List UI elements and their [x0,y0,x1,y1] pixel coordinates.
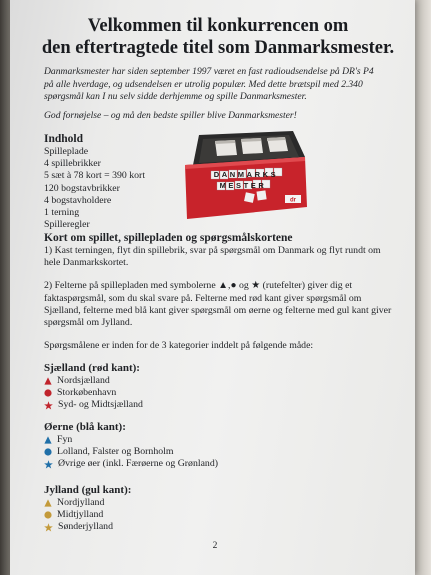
category-item [44,458,392,470]
category-item [44,434,392,446]
circle-icon [44,389,52,397]
box-corner-logo: dr [290,197,296,204]
intro-greeting: God fornøjelse – og må den bedste spiller blive Danmarksmester! [44,109,297,121]
category-jylland [44,484,392,534]
circle-icon: ● [230,280,237,292]
category-oerne [44,421,392,471]
category-heading: Sjælland (rød kant): [44,362,140,374]
category-item-label: Fyn [57,434,73,445]
box-logo-bottom: MESTER [219,181,267,190]
contents-item: 120 bogstavbrikker [44,182,120,194]
contents-item: 5 sæt à 78 kort = 390 kort [44,170,146,182]
rules-section [44,232,392,352]
category-item [44,497,392,509]
category-item-label: Nordjylland [57,497,105,508]
contents-item: 4 spillebrikker [44,158,101,170]
rules-paragraph-1: 1) Kast terningen, flyt din spillebrik, svar på spørgsmål om Danmark og flyt rundt om hele Danmarkskortet. [44,245,381,269]
category-item-label: Syd- og Midtsjælland [58,399,143,411]
table-background [413,0,431,575]
rules-heading: Kort om spillet, spillepladen og spørgsmålskortene [44,232,293,244]
categories-intro: Spørgsmålene er inden for de 3 kategorier inddelt på følgende måde: [44,340,314,352]
star-icon [44,401,53,410]
rules-text: (rutefelter) giver dig et faktaspørgsmål, som du skal svare på. Felterne med rød kant giver spørgsmål om Sjælland, felterne med blå kant giver spørgsmål om øerne og felterne med gul kant giver spørgsmål om Jylland. [44,280,392,329]
page-title [28,15,408,59]
page-number: 2 [212,541,218,551]
category-item-label: Øvrige øer (inkl. Færøerne og Grønland) [58,458,218,470]
circle-icon [44,448,52,456]
category-item-label: Sønderjylland [58,521,113,533]
contents-item: Spilleregler [44,219,90,231]
category-item [44,375,392,387]
contents-item: 1 terning [44,207,80,219]
triangle-icon [44,377,52,385]
category-item-label: Storkøbenhavn [57,387,117,399]
intro-text [44,66,384,128]
contents-heading: Indhold [44,133,84,145]
category-item-label: Nordsjælland [57,375,110,386]
contents-item: Spilleplade [44,146,89,157]
game-box-photo [181,127,309,223]
title-line-2: den eftertragtede titel som Danmarksmester. [41,38,395,58]
rules-text: 2) Felterne på spillepladen med symbolerne [44,280,219,292]
box-logo-top: DANMARKS [213,170,279,179]
contents-list [44,133,184,231]
star-icon: ★ [251,280,261,292]
triangle-icon: ▲ [218,280,229,292]
category-item [44,509,392,521]
contents-item: 4 bogstavholdere [44,194,112,206]
rules-text: , [228,280,231,292]
triangle-icon [44,436,52,444]
circle-icon [44,511,52,519]
category-item-label: Midtjylland [57,509,104,521]
rules-paragraph-2 [44,280,392,329]
category-item [44,446,392,458]
triangle-icon [44,499,52,507]
category-item [44,399,392,411]
rules-text: og [236,280,252,292]
category-item [44,387,392,399]
star-icon [44,523,53,532]
category-item-label: Lolland, Falster og Bornholm [57,446,174,458]
intro-paragraph: Danmarksmester har siden september 1997 været en fast radioudsendelse på DR's P4 på alle hverdage, og udsendelsen er utrolig populær. Med dette brætspil med 2.340 spørgsmål kan I nu selv sidde derhjemme og spille Danmarksmester. [44,66,374,103]
category-sjaelland [44,362,392,412]
category-heading: Jylland (gul kant): [44,484,132,496]
category-item [44,521,392,533]
star-icon [44,460,53,469]
category-heading: Øerne (blå kant): [44,421,126,433]
title-line-1: Velkommen til konkurrencen om [87,16,349,36]
